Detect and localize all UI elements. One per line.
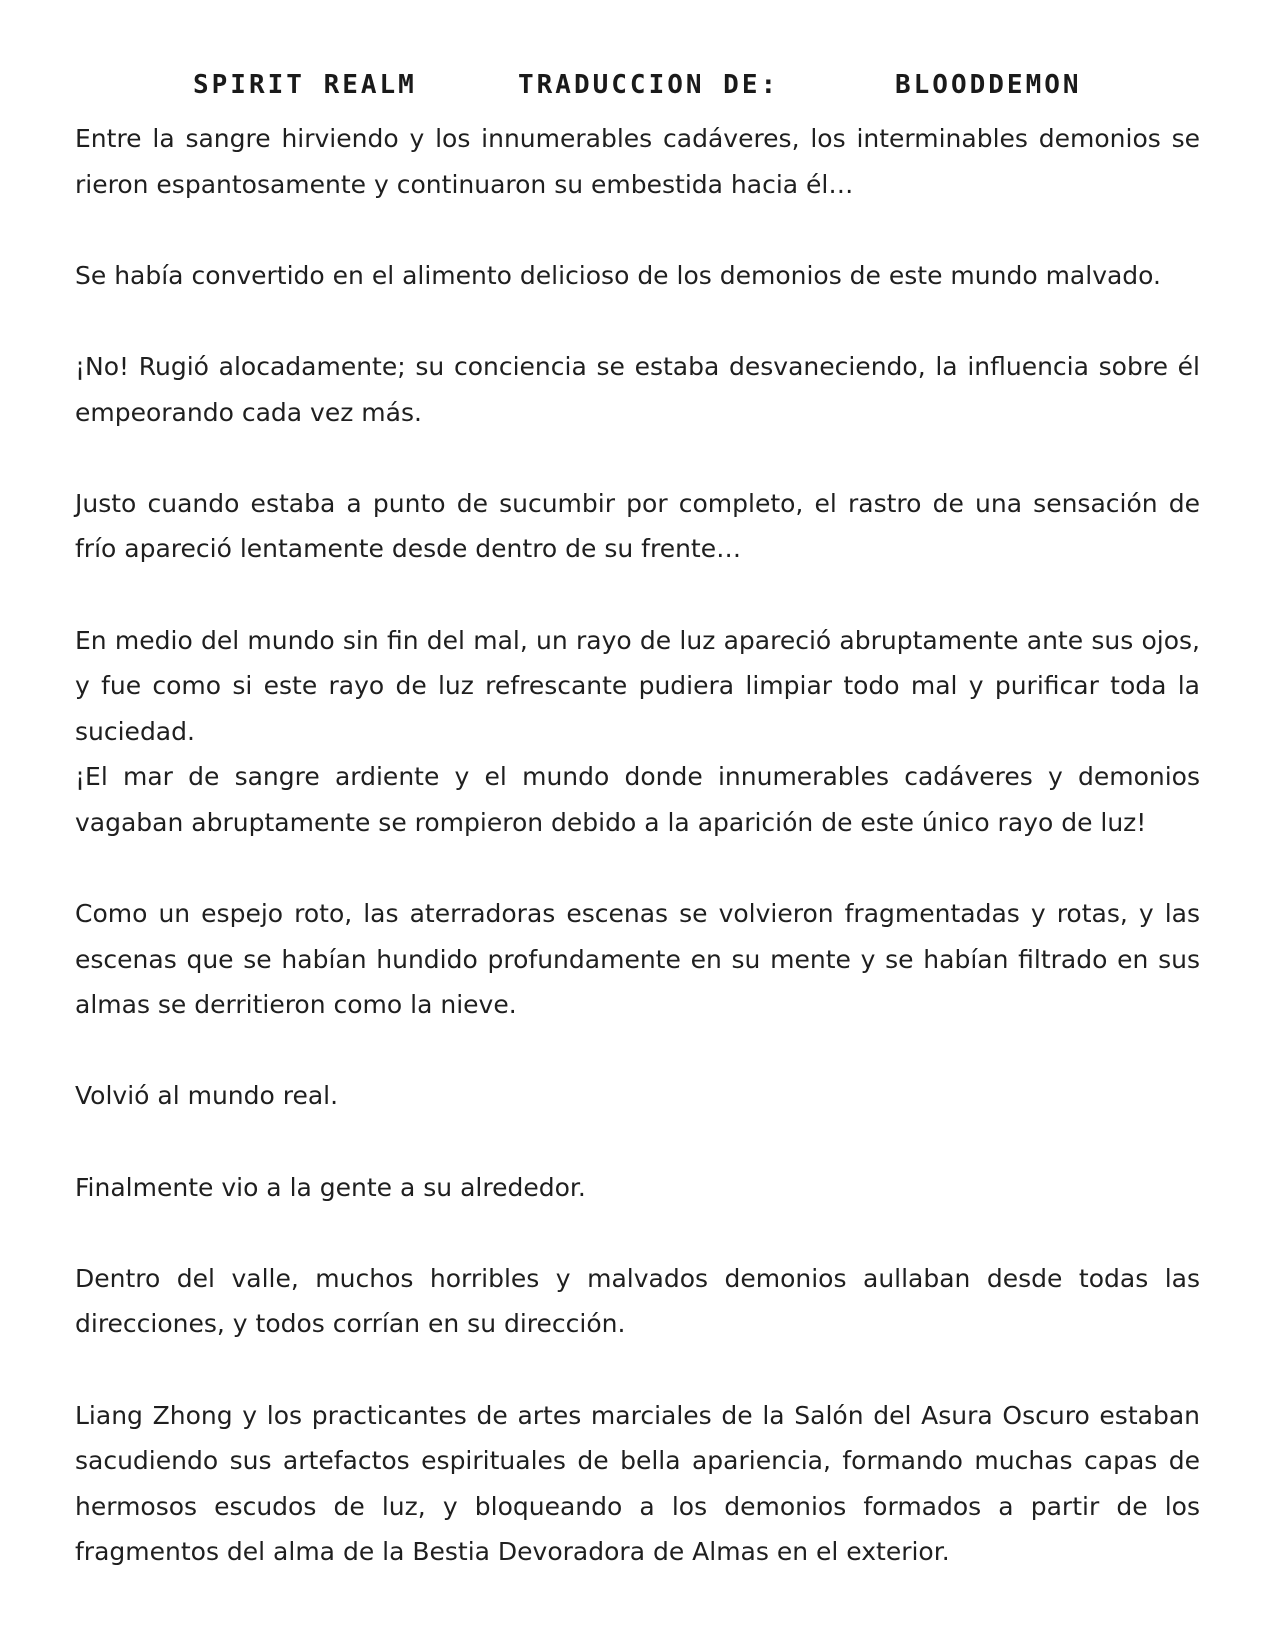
paragraph: Entre la sangre hirviendo y los innumerables cadáveres, los interminables demonios se rieron espantosamente y continuaron su embestida hacia él… — [75, 124, 1200, 199]
paragraph: Dentro del valle, muchos horribles y malvados demonios aullaban desde todas las direcciones, y todos corrían en su dirección. — [75, 1263, 1200, 1339]
document-body — [75, 116, 1200, 1575]
paragraph: Se había convertido en el alimento delicioso de los demonios de este mundo malvado. — [75, 260, 1161, 290]
header-translator-name: BLOODDEMON — [895, 70, 1082, 100]
page-header — [75, 70, 1200, 110]
header-translation-label: TRADUCCION DE: — [518, 70, 780, 100]
paragraph: En medio del mundo sin fin del mal, un rayo de luz apareció abruptamente ante sus ojos, y fue como si este rayo de luz refrescante pudiera limpiar todo mal y purificar toda la suciedad. — [75, 625, 1200, 746]
paragraph: Liang Zhong y los practicantes de artes marciales de la Salón del Asura Oscuro estaban sacudiendo sus artefactos espirituales de bella apariencia, formando muchas capas de hermosos escudos de luz, y bloqueando a los demonios formados a partir de los fragmentos del alma de la Bestia Devoradora de Almas en el exterior. — [75, 1400, 1200, 1567]
paragraph: Volvió al mundo real. — [75, 1081, 339, 1111]
paragraph: Como un espejo roto, las aterradoras escenas se volvieron fragmentadas y rotas, y las escenas que se habían hundido profundamente en su mente y se habían filtrado en sus almas se derritieron como la nieve. — [75, 899, 1200, 1020]
paragraph: ¡No! Rugió alocadamente; su conciencia se estaba desvaneciendo, la influencia sobre él empeorando cada vez más. — [75, 351, 1200, 427]
paragraph: Finalmente vio a la gente a su alrededor. — [75, 1172, 586, 1202]
paragraph: ¡El mar de sangre ardiente y el mundo donde innumerables cadáveres y demonios vagaban abruptamente se rompieron debido a la aparición de este único rayo de luz! — [75, 762, 1200, 837]
paragraph: Justo cuando estaba a punto de sucumbir por completo, el rastro de una sensación de frío apareció lentamente desde dentro de su frente… — [75, 488, 1200, 564]
header-site-name: SPIRIT REALM — [193, 70, 417, 100]
